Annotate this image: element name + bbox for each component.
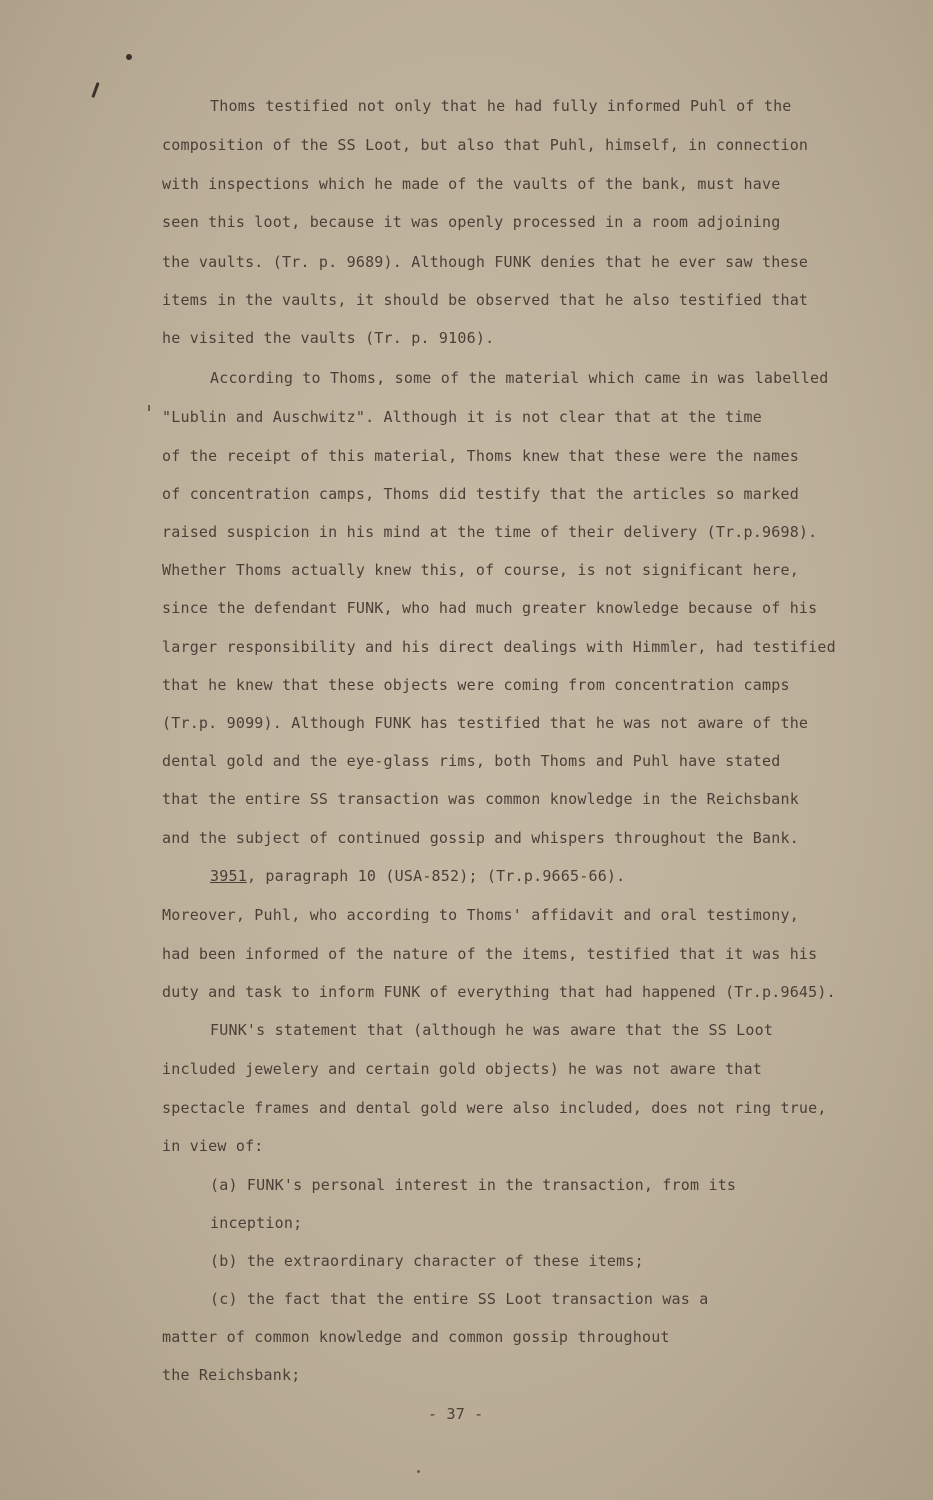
- citation-text: , paragraph 10 (USA-852); (Tr.p.9665-66).: [246, 867, 626, 885]
- text-line: "Lublin and Auschwitz". Although it is not clear that at the time: [162, 408, 762, 426]
- ink-dot: [126, 54, 132, 60]
- text-line: had been informed of the nature of the items, testified that it was his: [162, 945, 818, 963]
- text-line: and the subject of continued gossip and whispers throughout the Bank.: [162, 829, 799, 847]
- list-item-c: (c) the fact that the entire SS Loot transaction was a: [210, 1290, 709, 1308]
- margin-tick: [148, 405, 150, 411]
- list-item-b: (b) the extraordinary character of these items;: [210, 1252, 644, 1270]
- text-line: composition of the SS Loot, but also that Puhl, himself, in connection: [162, 136, 809, 154]
- text-line: of the receipt of this material, Thoms knew that these were the names: [162, 447, 799, 465]
- text-line: larger responsibility and his direct dealings with Himmler, had testified: [162, 638, 836, 656]
- page-number: - 37 -: [428, 1405, 484, 1423]
- text-line: items in the vaults, it should be observed that he also testified that: [162, 291, 809, 309]
- list-item-a: (a) FUNK's personal interest in the transaction, from its: [210, 1176, 737, 1194]
- exhibit-number: 3951: [210, 867, 247, 885]
- list-item-a-cont: inception;: [210, 1214, 303, 1232]
- text-line: Thoms testified not only that he had fully informed Puhl of the: [210, 97, 792, 115]
- text-line: he visited the vaults (Tr. p. 9106).: [162, 329, 495, 347]
- text-line: (Tr.p. 9099). Although FUNK has testified that he was not aware of the: [162, 714, 809, 732]
- text-line: with inspections which he made of the vaults of the bank, must have: [162, 175, 781, 193]
- text-line: spectacle frames and dental gold were also included, does not ring true,: [162, 1099, 827, 1117]
- text-line: seen this loot, because it was openly processed in a room adjoining: [162, 213, 781, 231]
- text-line: duty and task to inform FUNK of everything that had happened (Tr.p.9645).: [162, 983, 836, 1001]
- text-line: the vaults. (Tr. p. 9689). Although FUNK denies that he ever saw these: [162, 253, 809, 271]
- pencil-mark: [91, 82, 99, 98]
- list-item-c-cont: the Reichsbank;: [162, 1366, 301, 1384]
- text-line: in view of:: [162, 1137, 264, 1155]
- text-line: that the entire SS transaction was common knowledge in the Reichsbank: [162, 790, 799, 808]
- text-line: included jewelery and certain gold objects) he was not aware that: [162, 1060, 762, 1078]
- ink-speck: [417, 1470, 420, 1473]
- text-line: of concentration camps, Thoms did testify that the articles so marked: [162, 485, 799, 503]
- list-item-c-cont: matter of common knowledge and common gossip throughout: [162, 1328, 670, 1346]
- text-line: raised suspicion in his mind at the time of their delivery (Tr.p.9698).: [162, 523, 818, 541]
- text-line: that he knew that these objects were coming from concentration camps: [162, 676, 790, 694]
- text-line: According to Thoms, some of the material which came in was labelled: [210, 369, 829, 387]
- text-line: Moreover, Puhl, who according to Thoms' affidavit and oral testimony,: [162, 906, 799, 924]
- text-line: since the defendant FUNK, who had much greater knowledge because of his: [162, 599, 818, 617]
- text-line: FUNK's statement that (although he was aware that the SS Loot: [210, 1021, 774, 1039]
- text-line: Whether Thoms actually knew this, of course, is not significant here,: [162, 561, 799, 579]
- citation-line: [210, 866, 625, 886]
- text-line: dental gold and the eye-glass rims, both Thoms and Puhl have stated: [162, 752, 781, 770]
